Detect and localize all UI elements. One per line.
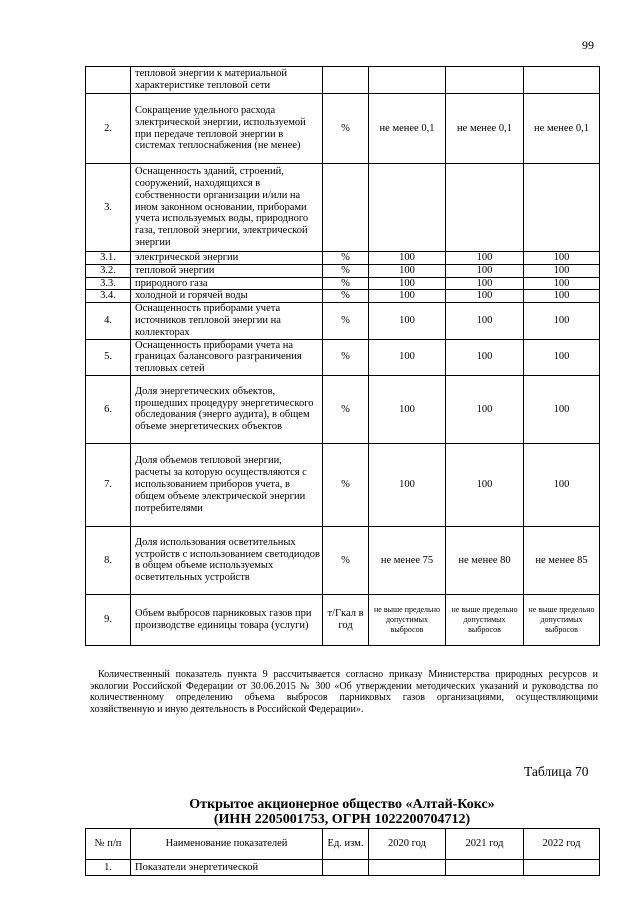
row-2021: 100	[446, 339, 524, 375]
row-2022: 100	[524, 264, 600, 277]
row-2020: не менее 0,1	[369, 94, 446, 164]
row-2021	[446, 67, 524, 94]
row-num: 7.	[86, 443, 131, 526]
row-2022: не менее 0,1	[524, 94, 600, 164]
row-unit: %	[323, 303, 369, 339]
indicators-table	[85, 828, 600, 876]
row-num: 1.	[86, 860, 131, 876]
row-unit: %	[323, 290, 369, 303]
row-num: 6.	[86, 375, 131, 443]
row-name: Сокращение удельного расхода электрической энергии, используемой при передаче тепловой энергии в системах теплоснабжения (не менее)	[131, 94, 323, 164]
row-unit	[323, 67, 369, 94]
row-2022: не выше предельно допустимых выбросов	[524, 594, 600, 645]
row-name: Доля объемов тепловой энергии, расчеты за которую осуществляются с использованием приборов учета, в общем объеме электрической энергии потребителями	[131, 443, 323, 526]
row-name: электрической энергии	[131, 252, 323, 265]
row-2022: 100	[524, 339, 600, 375]
row-2021: 100	[446, 252, 524, 265]
row-2022: 100	[524, 303, 600, 339]
row-2020	[369, 164, 446, 252]
row-name: Оснащенность приборами учета на границах балансового разграничения тепловых сетей	[131, 339, 323, 375]
table-row	[86, 303, 600, 339]
row-name: Оснащенность зданий, строений, сооружений, находящихся в собственности организации и/или на ином законном основании, приборами учета используемых воды, природного газа, тепловой энергии, электрической энергии	[131, 164, 323, 252]
row-2020: 100	[369, 264, 446, 277]
row-2020	[369, 67, 446, 94]
footnote: Количественный показатель пункта 9 рассчитывается согласно приказу Министерства природных ресурсов и экологии Российской Федерации от 30.06.2015 № 300 «Об утверждении методических указаний и руководства по количественному определению объема выбросов парниковых газов организациями, осуществляющими хозяйственную и иную деятельность в Российской Федерации».	[90, 669, 598, 715]
row-2021: 100	[446, 375, 524, 443]
organization-ids: (ИНН 2205001753, ОГРН 1022200704712)	[213, 812, 471, 827]
table-row	[86, 67, 600, 94]
row-unit: %	[323, 252, 369, 265]
row-2020: 100	[369, 375, 446, 443]
table-row	[86, 375, 600, 443]
row-name: холодной и горячей воды	[131, 290, 323, 303]
table-label: Таблица 70	[524, 764, 589, 779]
table-row	[86, 277, 600, 290]
table-row	[86, 252, 600, 265]
row-unit: %	[323, 94, 369, 164]
row-2021: не менее 0,1	[446, 94, 524, 164]
row-num: 3.2.	[86, 264, 131, 277]
row-unit	[323, 164, 369, 252]
row-2021: 100	[446, 290, 524, 303]
row-2022: 100	[524, 277, 600, 290]
header-name: Наименование показателей	[131, 829, 323, 860]
header-unit: Ед. изм.	[323, 829, 369, 860]
row-2020: 100	[369, 339, 446, 375]
row-2022: 100	[524, 290, 600, 303]
row-num: 4.	[86, 303, 131, 339]
table-row	[86, 594, 600, 645]
organization-name: Открытое акционерное общество «Алтай-Кокс»	[189, 797, 495, 812]
header-2020: 2020 год	[369, 829, 446, 860]
row-unit: %	[323, 375, 369, 443]
row-unit: %	[323, 339, 369, 375]
row-num: 2.	[86, 94, 131, 164]
indicators-table-continued	[85, 66, 600, 646]
row-num: 5.	[86, 339, 131, 375]
row-2020: 100	[369, 303, 446, 339]
row-2021: не менее 80	[446, 526, 524, 594]
row-name: тепловой энергии	[131, 264, 323, 277]
row-name: Объем выбросов парниковых газов при производстве единицы товара (услуги)	[131, 594, 323, 645]
row-2022: 100	[524, 375, 600, 443]
table-row	[86, 290, 600, 303]
table-row	[86, 94, 600, 164]
row-unit	[323, 860, 369, 876]
row-unit: %	[323, 526, 369, 594]
row-unit: %	[323, 264, 369, 277]
table-row	[86, 443, 600, 526]
row-name: тепловой энергии к материальной характеристике тепловой сети	[131, 67, 323, 94]
row-num: 3.1.	[86, 252, 131, 265]
row-2020: 100	[369, 277, 446, 290]
row-unit: %	[323, 277, 369, 290]
table-row	[86, 164, 600, 252]
row-2020	[369, 860, 446, 876]
table-header-row	[86, 829, 600, 860]
row-2020: не менее 75	[369, 526, 446, 594]
row-2020: 100	[369, 443, 446, 526]
row-2020: не выше предельно допустимых выбросов	[369, 594, 446, 645]
table-row	[86, 339, 600, 375]
row-name: Доля использования осветительных устройств с использованием светодиодов в общем объеме используемых осветительных устройств	[131, 526, 323, 594]
header-2021: 2021 год	[446, 829, 524, 860]
row-2021: 100	[446, 443, 524, 526]
row-num	[86, 67, 131, 94]
row-num: 8.	[86, 526, 131, 594]
row-2022	[524, 67, 600, 94]
row-2021: 100	[446, 264, 524, 277]
row-2022	[524, 860, 600, 876]
row-name: Доля энергетических объектов, прошедших процедуру энергетического обследования (энерго аудита), в общем объеме энергетических объектов	[131, 375, 323, 443]
header-num: № п/п	[86, 829, 131, 860]
table-row	[86, 526, 600, 594]
row-2021	[446, 164, 524, 252]
row-name: природного газа	[131, 277, 323, 290]
page-number: 99	[582, 38, 594, 52]
row-num: 3.4.	[86, 290, 131, 303]
row-name: Показатели энергетической	[131, 860, 323, 876]
row-2020: 100	[369, 252, 446, 265]
row-2022: не менее 85	[524, 526, 600, 594]
row-2022: 100	[524, 443, 600, 526]
row-2021: 100	[446, 303, 524, 339]
row-unit: %	[323, 443, 369, 526]
row-num: 3.	[86, 164, 131, 252]
row-name: Оснащенность приборами учета источников тепловой энергии на коллекторах	[131, 303, 323, 339]
row-num: 3.3.	[86, 277, 131, 290]
row-2022: 100	[524, 252, 600, 265]
header-2022: 2022 год	[524, 829, 600, 860]
row-2020: 100	[369, 290, 446, 303]
row-2021: 100	[446, 277, 524, 290]
row-2022	[524, 164, 600, 252]
table-row	[86, 860, 600, 876]
row-num: 9.	[86, 594, 131, 645]
table-row	[86, 264, 600, 277]
row-2021	[446, 860, 524, 876]
row-unit: т/Гкал в год	[323, 594, 369, 645]
row-2021: не выше предельно допустимых выбросов	[446, 594, 524, 645]
